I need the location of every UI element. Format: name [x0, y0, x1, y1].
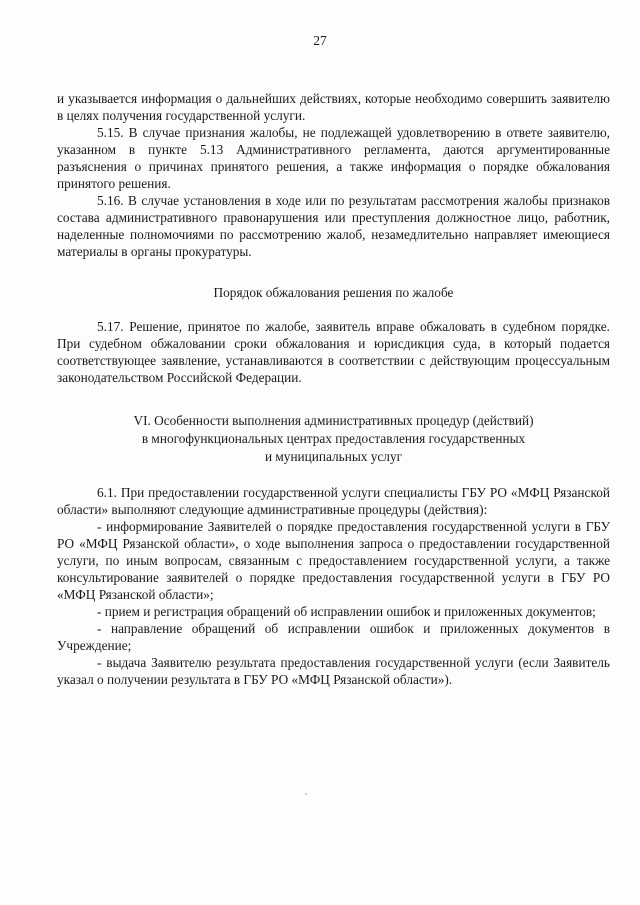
page-number: 27 — [313, 33, 327, 48]
section-vi-heading-line-2: в многофункциональных центрах предоставления государственных — [141, 431, 526, 446]
list-item: - выдача Заявителю результата предоставления государственной услуги (если Заявитель указал о получении результата в ГБУ РО «МФЦ Рязанской области»). — [57, 655, 610, 687]
section-vi-heading-line-1: VI. Особенности выполнения административных процедур (действий) — [133, 413, 534, 428]
section-vi-heading-line-3: и муниципальных услуг — [264, 449, 403, 464]
appeal-block — [57, 318, 610, 386]
intro-block — [57, 90, 610, 260]
list-item: - направление обращений об исправлении ошибок и приложенных документов в Учреждение; — [57, 621, 610, 653]
section-vi-body — [57, 484, 610, 688]
list-item: - прием и регистрация обращений об исправлении ошибок и приложенных документов; — [97, 604, 596, 619]
scan-speck — [305, 793, 307, 795]
continuation-paragraph: и указывается информация о дальнейших действиях, которые необходимо совершить заявителю в целях получения государственной услуги. — [57, 91, 610, 123]
paragraph-5-16: 5.16. В случае установления в ходе или по результатам рассмотрения жалобы признаков состава административного правонарушения или преступления должностное лицо, работник, наделенные полномочиями по рассмотрению жалоб, незамедлительно направляет имеющиеся материалы в органы прокуратуры. — [57, 193, 610, 259]
paragraph-6-1: 6.1. При предоставлении государственной услуги специалисты ГБУ РО «МФЦ Рязанской области» выполняют следующие административные процедуры (действия): — [57, 485, 610, 517]
paragraph-5-15: 5.15. В случае признания жалобы, не подлежащей удовлетворению в ответе заявителю, указанном в пункте 5.13 Административного регламента, даются аргументированные разъяснения о причинах принятого решения, а также информация о порядке обжалования принятого решения. — [57, 125, 610, 191]
paragraph-5-17: 5.17. Решение, принятое по жалобе, заявитель вправе обжаловать в судебном порядке. При судебном обжаловании сроки обжалования и юрисдикция суда, в который подается соответствующее заявление, устанавливаются в соответствии с действующим процессуальным законодательством Российской Федерации. — [57, 319, 610, 385]
section-vi-heading — [57, 412, 610, 466]
procedures-list — [57, 518, 610, 688]
list-item: - информирование Заявителей о порядке предоставления государственной услуги в ГБУ РО «МФЦ Рязанской области», о ходе выполнения запроса о предоставлении государственной услуги, по иным вопросам, связанным с предоставлением государственной услуги, а также консультирование заявителей о порядке предоставления государственной услуги в ГБУ РО «МФЦ Рязанской области»; — [57, 519, 610, 602]
appeal-heading: Порядок обжалования решения по жалобе — [213, 285, 454, 300]
